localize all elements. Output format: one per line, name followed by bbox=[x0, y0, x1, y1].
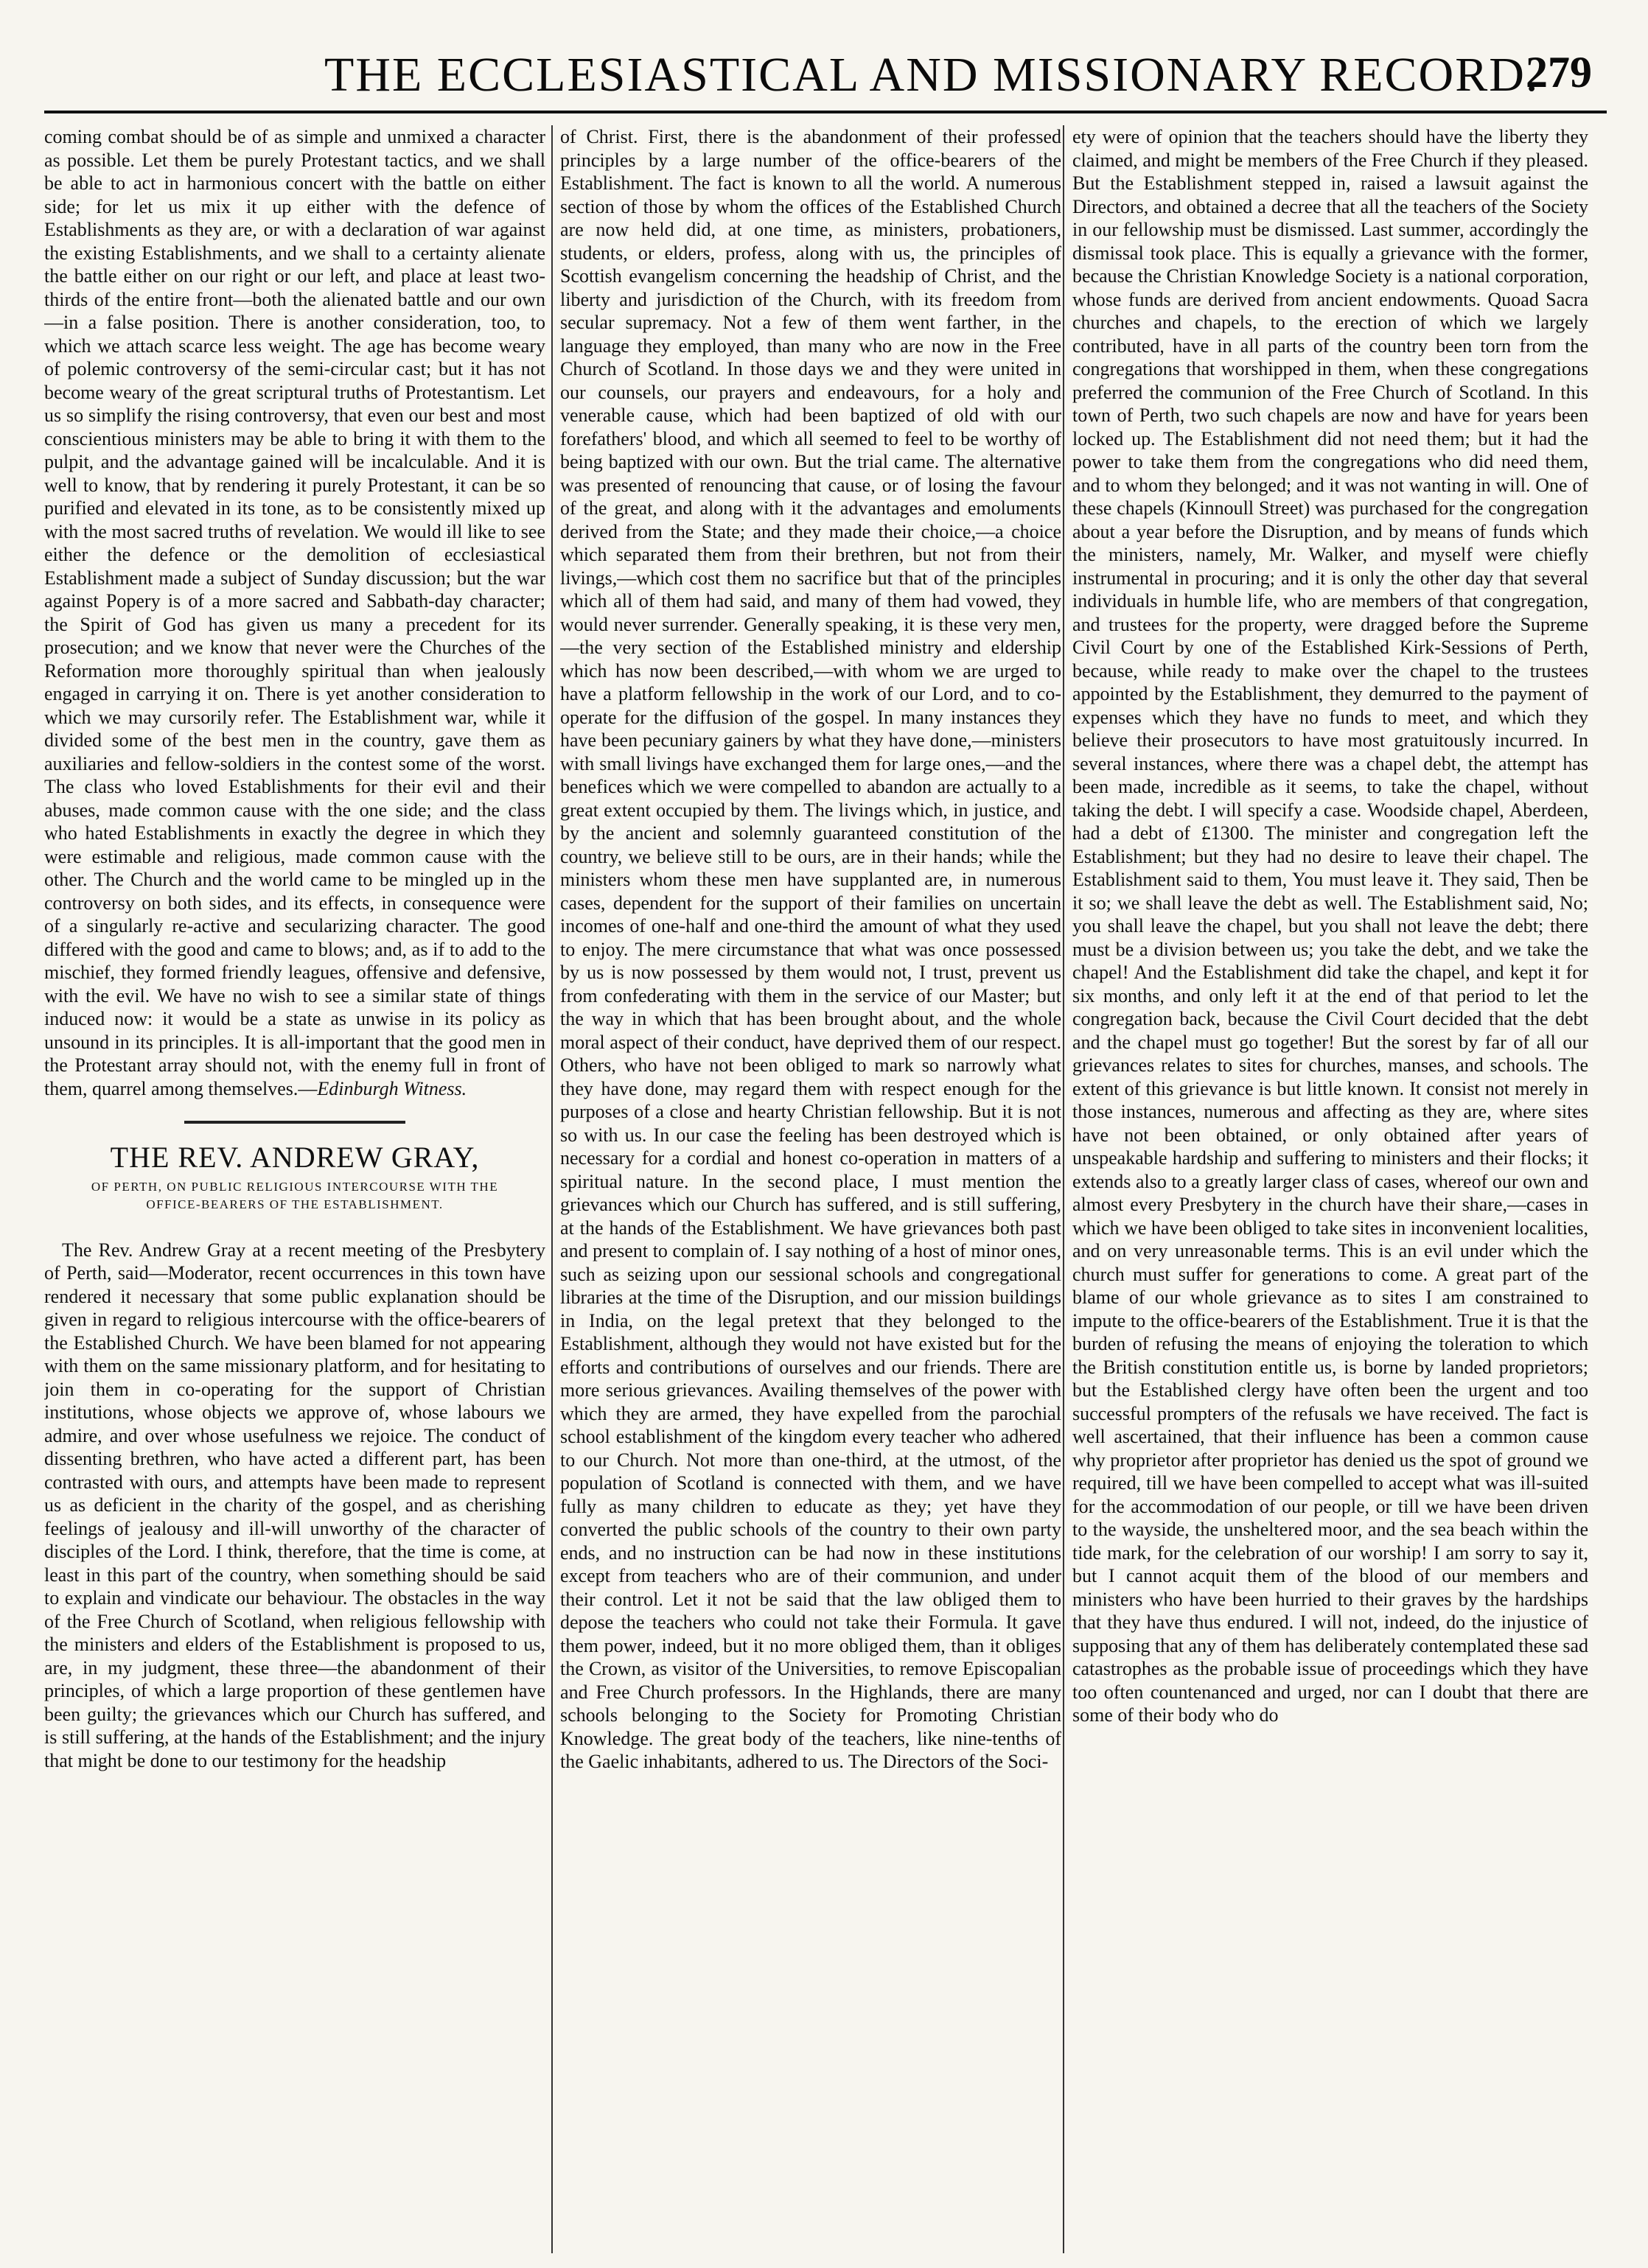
column-2 bbox=[560, 125, 1061, 2253]
page-number: 279 bbox=[1526, 48, 1592, 97]
body-paragraph: of Christ. First, there is the abandonment of their professed principles by a large number of the office-bearers of the Establishment. The fact is known to all the world. A numerous section of those by whom the offices of the Established Church are now held did, at one time, as ministers, probationers, students, or elders, profess, along with us, the principles of Scottish evangelism concerning the headship of Christ, and the liberty and jurisdiction of the Church, with its freedom from secular supremacy. Not a few of them went farther, in the language they employed, than many who are now in the Free Church of Scotland. In those days we and they were united in our counsels, our prayers and endeavours, for a holy and venerable cause, which had been baptized of old with our forefathers' blood, and which all seemed to feel to be worthy of being baptized with our own. But the trial came. The alternative was presented of renouncing that cause, or of losing the favour of the great, and along with it the advantages and emoluments derived from the State; and they made their choice,—a choice which separated them from their brethren, but not from their livings,—which cost them no sacrifice but that of the principles which all of them had said, and many of them had vowed, they would never surrender. Generally speaking, it is these very men,—the very section of the Established ministry and eldership which has now been described,—with whom we are urged to have a platform fellowship in the work of our Lord, and to co-operate for the diffusion of the gospel. In many instances they have been pecuniary gainers by what they have done,—ministers with small livings have exchanged them for large ones,—and the benefices which we were compelled to abandon are actually to a great extent occupied by them. The livings which, in justice, and by the ancient and solemnly guaranteed constitution of the country, we believe still to be ours, are in their hands; while the ministers whom these men have supplanted are, in numerous cases, dependent for the support of their families on uncertain incomes of one-half and one-third the amount of what they used to enjoy. The mere circumstance that what was once possessed by us is now possessed by them would not, I trust, prevent us from confederating with them in the service of our Master; but the way in which that has been brought about, and the whole moral aspect of their conduct, have deprived them of our respect. Others, who have not been obliged to mark so narrowly what they have done, may regard them with respect enough for the purposes of a close and hearty Christian fellowship. But it is not so with us. In our case the feeling has been destroyed which is necessary for a cordial and honest co-operation in matters of a spiritual nature. In the second place, I must mention the grievances which our Church has suffered, and is still suffering, at the hands of the Establishment. We have grievances both past and present to complain of. I say nothing of a host of minor ones, such as seizing upon our sessional schools and congregational libraries at the time of the Disruption, and our mission buildings in India, on the legal pretext that they belonged to the Establishment, although they would not have existed but for the efforts and contributions of ourselves and our friends. There are more serious grievances. Availing themselves of the power with which they are armed, they have expelled from the parochial school establishment of the kingdom every teacher who adhered to our Church. Not more than one-third, at the utmost, of the population of Scotland is connected with them, and we have fully as many children to educate as they; yet have they converted the public schools of the country to their own party ends, and no instruction can be had now in these institutions except from teachers who are of their communion, and under their control. Let it not be said that the law obliged them to depose the teachers who could not take their Formula. It gave them power, indeed, but it no more obliged them, than it obliges the Crown, as visitor of the Universities, to remove Episcopalian and Free Church professors. In the Highlands, there are many schools belonging to the Society for Promoting Christian Knowledge. The great body of the teachers, like nine-tenths of the Gaelic inhabitants, adhered to us. The Directors of the Soci- bbox=[560, 126, 1061, 1772]
article-title: THE REV. ANDREW GRAY, bbox=[110, 1141, 480, 1174]
column-3 bbox=[1072, 125, 1588, 2253]
body-paragraph bbox=[44, 125, 545, 1100]
article-subtitle: OF PERTH, ON PUBLIC RELIGIOUS INTERCOURSE WITH THE OFFICE-BEARERS OF THE ESTABLISHMENT. bbox=[91, 1179, 499, 1211]
publication-title: THE ECCLESIASTICAL AND MISSIONARY RECORD. bbox=[324, 48, 1540, 102]
paragraph-text: coming combat should be of as simple and unmixed a character as possible. Let them be purely Protestant tactics, and we shall be able to act in harmonious concert with the battle on either side; for let us mix it up either with the defence of Establishments as they are, or with a declaration of war against the existing Establishments, and we shall to a certainty alienate the battle either on our right or our left, and place at least two-thirds of the entire front—both the alienated battle and our own—in a false position. There is another consideration, too, to which we attach scarce less weight. The age has become weary of polemic controversy of the semi-circular cast; but it has not become weary of the great scriptural truths of Protestantism. Let us so simplify the rising controversy, that even our best and most conscientious ministers may be able to bring it with them to the pulpit, and the advantage gained will be incalculable. And it is well to know, that by rendering it purely Protestant, it can be so purified and elevated in its tone, as to be consistently mixed up with the most sacred truths of revelation. We would ill like to see either the defence or the demolition of ecclesiastical Establishment made a subject of Sunday discussion; but the war against Popery is of a more sacred and Sabbath-day character; the Spirit of God has given us many a precedent for its prosecution; and we know that never were the Churches of the Reformation more thoroughly spiritual than when jealously engaged in carrying it on. There is yet another consideration to which we may cursorily refer. The Establishment war, while it divided some of the best men in the country, gave them as auxiliaries and fellow-soldiers in the contest some of the worst. The class who loved Establishments for their evil and their abuses, made common cause with the one side; and the class who hated Establishments in exactly the degree in which they were estimable and religious, made common cause with the other. The Church and the world came to be mingled up in the controversy on both sides, and its effects, in consequence were of a singularly re-active and secularizing character. The good differed with the good and came to blows; and, as if to add to the mischief, they formed friendly leagues, offensive and defensive, with the evil. We have no wish to see a similar state of things induced now: it would be a state as unwise in its policy as unsound in its principles. It is all-important that the good men in the Protestant array should not, with the enemy full in front of them, quarrel among themselves.— bbox=[44, 126, 545, 1099]
page-header bbox=[44, 37, 1607, 113]
column-divider bbox=[551, 125, 553, 2253]
column-divider bbox=[1063, 125, 1064, 2253]
body-paragraph: ety were of opinion that the teachers should have the liberty they claimed, and might be members of the Free Church if they pleased. But the Establishment stepped in, raised a lawsuit against the Directors, and obtained a decree that all the teachers of the Society in our fellowship must be dismissed. Last summer, accordingly the dismissal took place. This is equally a grievance with the former, because the Christian Knowledge Society is a national corporation, whose funds are derived from ancient endowments. Quoad Sacra churches and chapels, to the erection of which we largely contributed, have in all parts of the country been torn from the congregations that worshipped in them, when these congregations preferred the communion of the Free Church of Scotland. In this town of Perth, two such chapels are now and have for years been locked up. The Establishment did not need them; but it had the power to take them from the congregations who did need them, and to whom they belonged; and it was not wanting in will. One of these chapels (Kinnoull Street) was purchased for the congregation about a year before the Disruption, and by means of funds which the ministers, namely, Mr. Walker, and myself were chiefly instrumental in procuring; and it is only the other day that several individuals in humble life, who are members of that congregation, and trustees for the property, were dragged before the Supreme Civil Court by one of the Established Kirk-Sessions of Perth, because, while ready to make over the chapel to the trustees appointed by the Establishment, they demurred to the payment of expenses which they have no funds to meet, and which they believe their prosecutors to have most gratuitously incurred. In several instances, where there was a chapel debt, the attempt has been made, incredible as it seems, to take the chapel, without taking the debt. I will specify a case. Woodside chapel, Aberdeen, had a debt of £1300. The minister and congregation left the Establishment; but they had no desire to leave their chapel. The Establishment said to them, You must leave it. They said, Then be it so; we shall leave the debt as well. The Establishment said, No; you shall leave the chapel, but you shall not leave the debt; there must be a division between us; you take the debt, and we take the chapel! And the Establishment did take the chapel, and kept it for six months, and only left it at the end of that period to let the congregation back, because the Civil Court decided that the debt and the chapel must go together! But the sorest by far of all our grievances relates to sites for churches, manses, and schools. The extent of this grievance is but little known. It consist not merely in those instances, numerous and affecting as they are, where sites have not been obtained, or only obtained after years of unspeakable hardship and suffering to ministers and their flocks; it extends also to a greatly larger class of cases, whereof our own and almost every Presbytery in the church have their share,—cases in which we have been obliged to take sites in inconvenient localities, and on very unreasonable terms. This is an evil under which the church must suffer for generations to come. A great part of the blame of our whole grievance as to sites I am constrained to impute to the office-bearers of the Establishment. True it is that the burden of refusing the means of enjoying the toleration to which the British constitution entitle us, is borne by landed proprietors; but the Established clergy have often been the urgent and too successful prompters of the refusals we have received. The fact is well ascertained, that their influence has been a common cause why proprietor after proprietor has denied us the spot of ground we required, till we have been compelled to accept what was ill-suited for the accommodation of our people, or till we have been driven to the wayside, the unsheltered moor, and the sea beach within the tide mark, for the celebration of our worship! I am sorry to say it, but I cannot acquit them of the blood of our members and ministers who have been hurried to their graves by the hardships that they have thus endured. I will not, indeed, do the injustice of supposing that any of them has deliberately contemplated these sad catastrophes as the probable issue of proceedings which they have too often countenanced and urged, nor can I doubt that there are some of their body who do bbox=[1072, 126, 1588, 1726]
body-paragraph: The Rev. Andrew Gray at a recent meeting of the Presbytery of Perth, said—Moderator, recent occurrences in this town have rendered it necessary that some public explanation should be given in regard to religious intercourse with the office-bearers of the Established Church. We have been blamed for not appearing with them on the same missionary platform, and for hesitating to join them in co-operating for the support of Christian institutions, whose objects we approve of, whose labours we admire, and over whose usefulness we rejoice. The conduct of dissenting brethren, who have acted a different part, has been contrasted with ours, and attempts have been made to represent us as deficient in the charity of the gospel, and as cherishing feelings of jealousy and ill-will unworthy of the character of disciples of the Lord. I think, therefore, that the time is come, at least in this part of the country, when something should be said to explain and vindicate our behaviour. The obstacles in the way of the Free Church of Scotland, when religious fellowship with the ministers and elders of the Establishment is proposed to us, are, in my judgment, these three—the abandonment of their principles, of which a large proportion of these gentlemen have been guilty; the grievances which our Church has suffered, and is still suffering, at the hands of the Establishment; and the injury that might be done to our testimony for the headship bbox=[44, 1239, 545, 1771]
article-signature: Edinburgh Witness. bbox=[317, 1077, 467, 1099]
column-1 bbox=[44, 125, 545, 2253]
section-divider bbox=[184, 1121, 405, 1124]
